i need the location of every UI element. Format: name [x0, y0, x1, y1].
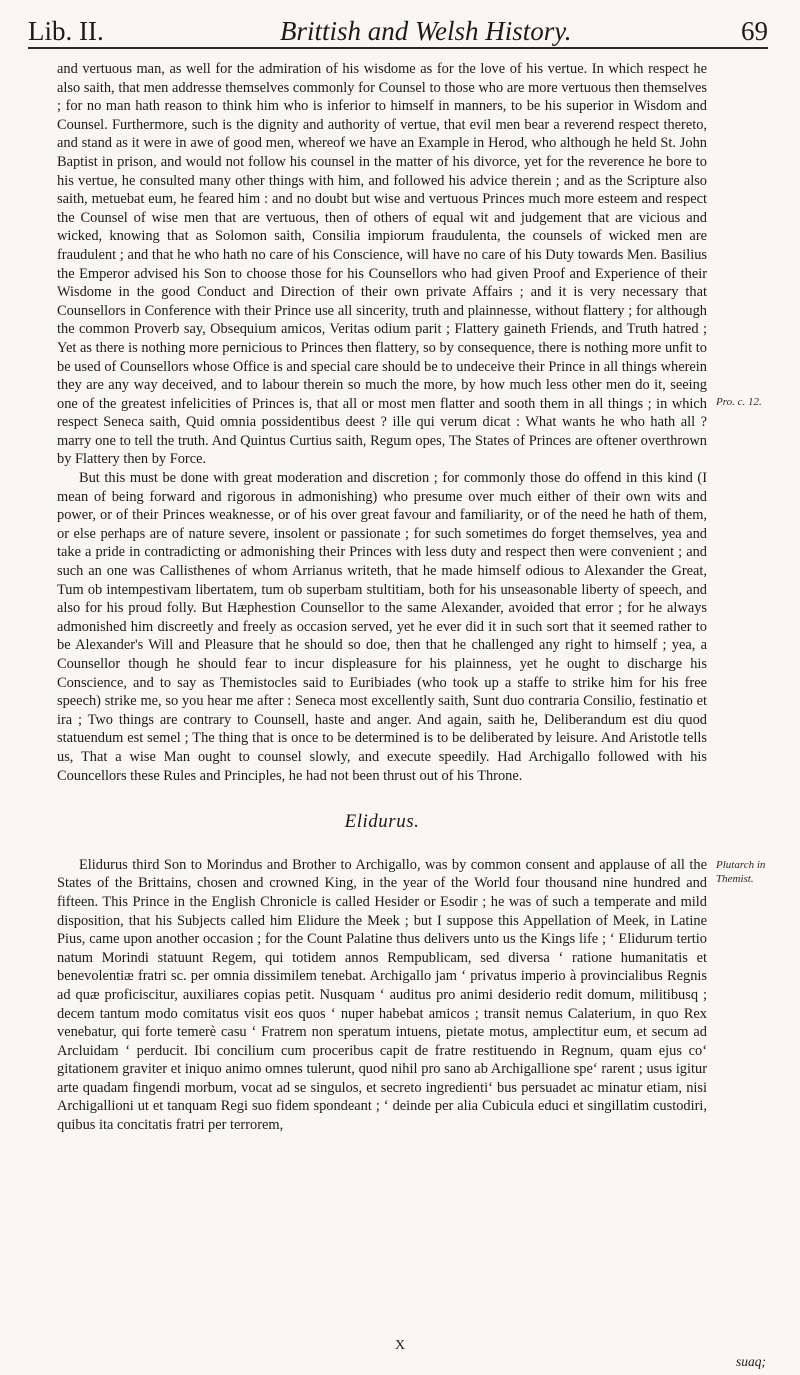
running-title: Brittish and Welsh History.	[280, 16, 572, 46]
catchword: suaq;	[736, 1354, 766, 1369]
main-text	[57, 60, 707, 1135]
margin-note-proverbs: Pro. c. 12.	[716, 396, 762, 408]
signature-mark: X	[394, 1338, 406, 1353]
book-number: Lib. II.	[28, 16, 104, 46]
section-paragraph: Elidurus third Son to Morindus and Brother to Archigallo, was by common consent and applause of all the States of the Brittains, chosen and crowned King, in the year of the World four thousand nine hundred and fifteen. This Prince in the English Chronicle is called Hesider or Esodir ; he was of such a temperate and mild disposition, that his Subjects called him Elidure the Meek ; but I suppose this Appellation of Meek, in Latine Pius, came upon another occasion ; for the Count Palatine thus delivers unto us the Kings life ; ‘ Elidurum tertio natum Morindi statuunt Regem, qui totidem annos Rempublicam, sed diversa ‘ ratione humanitatis et benevolentiæ fratri sc. per omnia dissimilem tenebat. Archigallo jam ‘ privatus imperio à provincialibus Regnis ad quæ proficiscitur, auxiliares copias petit. Nusquam ‘ auditus pro animi desiderio redit domum, militibusq ; decem tantum modo comitatus visit eos quos ‘ nuper habebat amicos ; transit nemus Calaterium, in quo Rex venebatur, qui forte temerè casu ‘ Fratrem non speratum intuens, pietate motus, amplectitur eum, et secum ad Arcluidam ‘ perducit. Ibi concilium cum proceribus capit de fratre restituendo in Regnum, quam ejus co‘ gitationem graviter et iniquo animo omnes tulerunt, quod nihil pro sano ab Archigallione spe‘ rarent ; usus igitur arte quadam fingendi morbum, vocat ad se singulos, et secreto ingredienti‘ bus persuadet ac minatur etiam, nisi Archigallioni ut et tanquam Regi suo fidem spondeant ; ‘ deinde per alia Cubicula educi et singillatim custodiri, quibus ita concitatis fratri per terrorem,	[57, 856, 707, 1134]
paragraph-2: But this must be done with great moderation and discretion ; for commonly those do offend in this kind (I mean of being forward and rigorous in admonishing) who presume over much either of their own wits and power, or of their Princes weaknesse, or of his over great favour and familiarity, or of the need he hath of them, or else perhaps are of nature severe, insolent or passionate ; for such sometimes do forget themselves, yea and take a pride in contradicting or admonishing their Princes with less duty and respect then were convenient ; and such an one was Callisthenes of whom Arrianus writeth, that he made himself odious to Alexander the Great, Tum ob intempestivam libertatem, tum ob superbam stultitiam, both for his unseasonable liberty of speech, and also for his proud folly. But Hæphestion Counsellor to the same Alexander, avoided that error ; for he always admonished him discreetly and freely as occasion served, yet he ever did it in such sort that it seemed rather to be Alexander's Will and Pleasure that he should so doe, then that he challenged any right to himself ; yea, a Counsellor though he should fear to incur displeasure for his plainness, yet he ought to discharge his Conscience, and to say as Themistocles said to Euribiades (who took up a staffe to strike him for his free speech) strike me, so you hear me after : Seneca most excellently saith, Sunt duo contraria Consilio, festinatio et ira ; Two things are contrary to Counsell, haste and anger. And again, saith he, Deliberandum est diu quod statuendum est semel ; The thing that is once to be determined is to be deliberated by leisure. And Aristotle tells us, That a wise Man ought to counsel slowly, and execute speedily. Had Archigallo followed with his Councellors these Rules and Principles, he had not been thrust out of his Throne.	[57, 470, 707, 784]
margin-note-plutarch: Plutarch in Themist.	[716, 859, 766, 885]
page-number: 69	[741, 16, 768, 46]
section-heading: Elidurus.	[344, 811, 420, 833]
running-header	[28, 6, 768, 50]
header-rule	[28, 47, 768, 49]
paragraph-1: and vertuous man, as well for the admiration of his wisdome as for the love of his vertue. In which respect he also saith, that men addresse themselves commonly for Counsel to those who are more vertuous then themselves ; for no man hath reason to think him who is inferior to himself in manners, to be his superior in Wisdom and Counsel. Furthermore, such is the dignity and authority of vertue, that evil men bear a reverend respect thereto, and stand as it were in awe of good men, whereof we have an Example in Herod, who although he held St. John Baptist in prison, and would not follow his counsel in the matter of his divorce, yet for the reverence he bore to his vertue, he consulted many other things with him, and followed his advice therein ; and as the Scripture also saith, metuebat eum, he feared him : and no doubt but wise and vertuous Princes much more esteem and respect the Counsel of wise men that are vertuous, then of others of equal wit and judgement that are vicious and wicked, knowing that as Solomon saith, Consilia impiorum fraudulenta, the counsels of wicked men are fraudulent ; and that he who hath no care of his Conscience, will have no care of his Duty towards Men. Basilius the Emperor advised his Son to choose those for his Counsellors who had given Proof and Experience of their Wisdome in the good Conduct and Direction of their own private Affairs ; and it is very necessary that Counsellors in Conference with their Prince use all sincerity, truth and plainnesse, without flattery ; for although the common Proverb say, Obsequium amicos, Veritas odium parit ; Flattery gaineth Friends, and Truth hatred ; Yet as there is nothing more pernicious to Princes then flattery, so by consequence, there is nothing more unfit to be used of Counsellors whose Office is and special care should be to undeceive their Prince in all things wherein they are any way deceived, and to labour therein so much the more, by how much less other men do it, seeing one of the greatest infelicities of Princes is, that all or most men flatter and sooth them in all things ; in which respect Seneca saith, Quid omnia possidentibus deest ? ille qui verum dicat : What wants he who hath all ? marry one to tell the truth. And Quintus Curtius saith, Regum opes, The States of Princes are oftener overthrown by Flattery then by Force.	[57, 61, 707, 468]
